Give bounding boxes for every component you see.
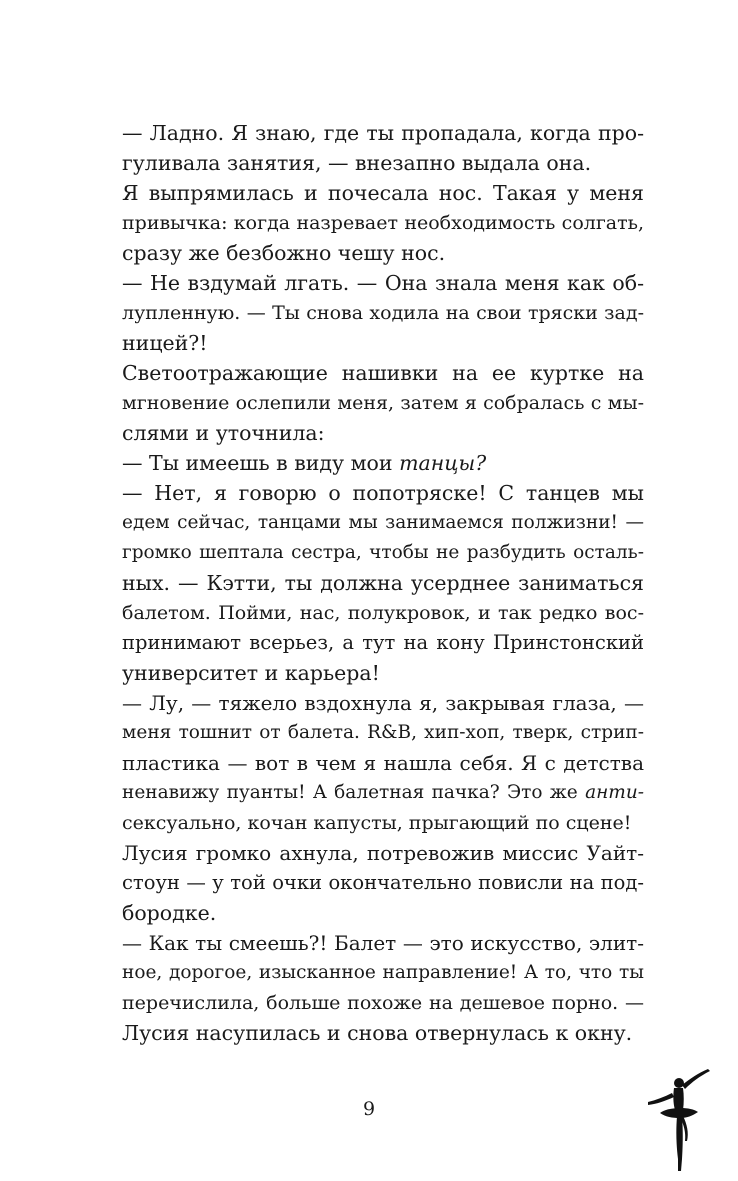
ballerina-silhouette-icon [642, 1063, 714, 1173]
text-line [122, 508, 644, 538]
text-line-content: — Лу, — тяжело вздохнула я, закрывая глаза, — [122, 691, 644, 715]
text-line-content: Лусия насупилась и снова отвернулась к окну. [122, 1021, 633, 1045]
text-line [122, 688, 644, 718]
text-line [122, 118, 644, 148]
text-line-content: сразу же безбожно чешу нос. [122, 241, 446, 265]
text-line [122, 898, 644, 928]
text-line [122, 328, 644, 358]
text-line [122, 208, 644, 238]
text-line-content: — Ты имеешь в виду мои [122, 451, 400, 475]
text-line-content: перечислила, больше похоже на дешевое порно. — [122, 992, 644, 1014]
text-line [122, 478, 644, 508]
text-line [122, 598, 644, 628]
text-line-italic: танцы? [399, 451, 487, 475]
text-line-content: сексуально, кочан капусты, прыгающий по сцене! [122, 812, 632, 834]
text-line-content: ненавижу пуанты! А балетная пачка? Это же [122, 782, 586, 803]
text-line [122, 178, 644, 208]
text-line-content: бородке. [122, 901, 217, 925]
text-line-content: лупленную. — Ты снова ходила на свои тряски зад- [122, 302, 644, 324]
text-line-content: слями и уточнила: [122, 421, 325, 445]
text-line [122, 928, 644, 958]
text-line-content: ных. — Кэтти, ты должна усерднее заниматься [122, 571, 644, 595]
text-line [122, 388, 644, 418]
text-line-content: принимают всерьез, а тут на кону Принстонский [122, 631, 644, 654]
text-line-content: университет и карьера! [122, 661, 380, 685]
text-line-content: привычка: когда назревает необходимость солгать, [122, 212, 644, 234]
text-line-content: — Как ты смеешь?! Балет — это искусство, элит- [122, 931, 644, 955]
page-number: 9 [362, 1098, 376, 1120]
text-line [122, 538, 644, 568]
text-line-italic: анти- [585, 782, 644, 803]
text-line-content: мгновение ослепили меня, затем я собралась с мы- [122, 392, 644, 414]
text-line [122, 628, 644, 658]
text-line [122, 958, 644, 988]
text-line [122, 868, 644, 898]
text-line [122, 1018, 644, 1048]
text-line-content: — Не вздумай лгать. — Она знала меня как об- [122, 271, 644, 295]
text-line [122, 748, 644, 778]
text-line [122, 298, 644, 328]
text-line-content: гуливала занятия, — внезапно выдала она. [122, 151, 592, 175]
text-line-content: Лусия громко ахнула, потревожив миссис Уайт- [122, 841, 644, 865]
text-line [122, 838, 644, 868]
text-line [122, 268, 644, 298]
text-line-content: — Ладно. Я знаю, где ты пропадала, когда про- [122, 121, 644, 145]
text-line [122, 718, 644, 748]
text-line [122, 418, 644, 448]
text-line-content: пластика — вот в чем я нашла себя. Я с детства [122, 751, 644, 775]
text-line-content: Я выпрямилась и почесала нос. Такая у меня [122, 181, 644, 205]
text-line [122, 778, 644, 808]
text-line [122, 148, 644, 178]
text-line-content: балетом. Пойми, нас, полукровок, и так редко вос- [122, 602, 644, 624]
text-line [122, 988, 644, 1018]
text-line [122, 448, 644, 478]
text-line-content: Светоотражающие нашивки на ее куртке на [122, 361, 644, 385]
text-line-content: ницей?! [122, 331, 208, 355]
text-line-content: громко шептала сестра, чтобы не разбудить осталь- [122, 542, 644, 563]
text-line [122, 658, 644, 688]
text-line [122, 238, 644, 268]
text-line-content: стоун — у той очки окончательно повисли на под- [122, 871, 644, 894]
text-line [122, 808, 644, 838]
text-line-content: ное, дорогое, изысканное направление! А то, что ты [122, 962, 644, 983]
body-text [122, 118, 644, 1048]
text-line-content: едем сейчас, танцами мы занимаемся полжизни! — [122, 512, 644, 533]
text-line [122, 568, 644, 598]
text-line-content: меня тошнит от балета. R&B, хип-хоп, тверк, стрип- [122, 722, 644, 743]
text-line [122, 358, 644, 388]
text-line-content: — Нет, я говорю о попотряске! С танцев мы [122, 481, 644, 505]
